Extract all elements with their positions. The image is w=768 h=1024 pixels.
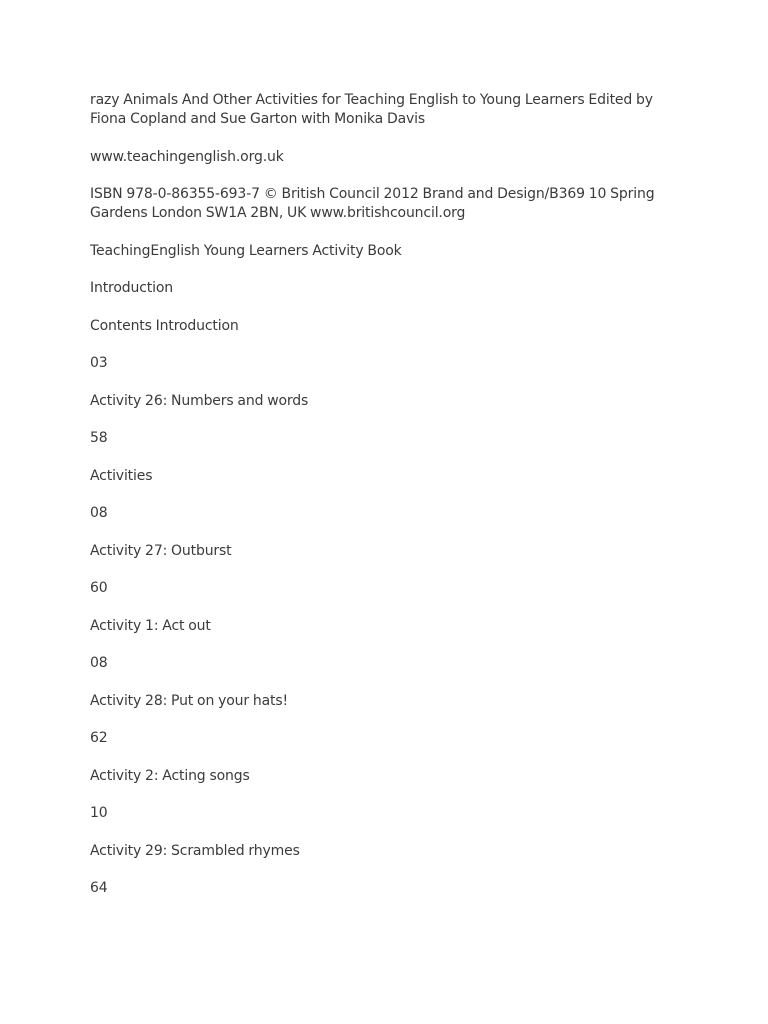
title-credits-paragraph: razy Animals And Other Activities for Teaching English to Young Learners Edited by Fiona Copland and Sue Garton with Monika Davis [90,92,653,127]
page-number: 58 [90,430,108,446]
page-number: 60 [90,580,108,596]
page-number: 08 [90,655,108,671]
page-number: 62 [90,730,108,746]
contents-entry: Activities [90,467,153,484]
contents-heading: Contents Introduction [90,317,239,334]
website-url-text: www.teachingenglish.org.uk [90,148,284,165]
contents-entry: Activity 2: Acting songs [90,767,250,784]
page-number: 10 [90,805,108,821]
contents-entry: Activity 1: Act out [90,617,211,634]
page-number: 08 [90,505,108,521]
page-number: 03 [90,355,108,371]
contents-entry: Activity 28: Put on your hats! [90,692,288,709]
book-title-text: TeachingEnglish Young Learners Activity Book [90,242,402,259]
section-heading-introduction: Introduction [90,280,173,296]
contents-entry: Activity 26: Numbers and words [90,392,309,409]
document-body [90,91,680,917]
isbn-copyright-paragraph: ISBN 978-0-86355-693-7 © British Council 2012 Brand and Design/B369 10 Spring Gardens London SW1A 2BN, UK www.britishcouncil.org [90,186,655,221]
contents-entry: Activity 27: Outburst [90,542,232,559]
page-number: 64 [90,880,108,896]
contents-entry: Activity 29: Scrambled rhymes [90,842,300,859]
